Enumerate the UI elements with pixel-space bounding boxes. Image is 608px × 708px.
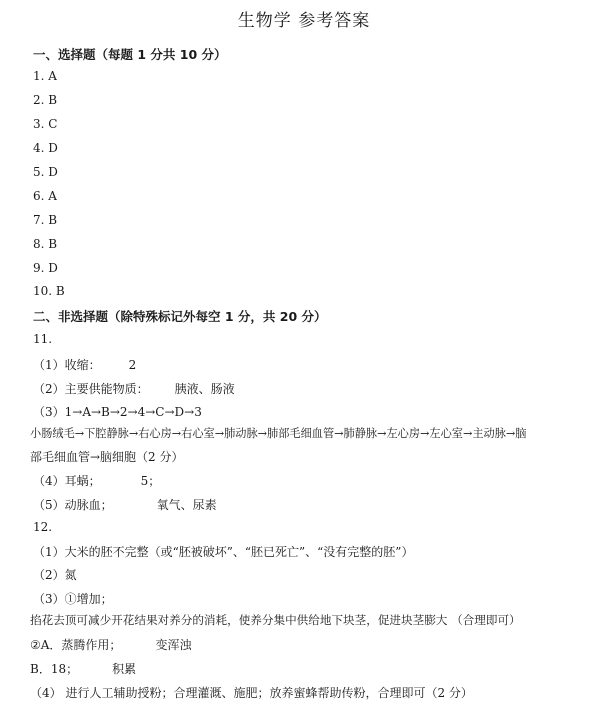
answer-9: 9. D (33, 261, 58, 275)
answer-5: 5. D (33, 165, 58, 179)
q12-part3-a-value: 变浑浊 (155, 638, 192, 652)
q11-part5 (33, 496, 217, 513)
q11-part5-value: 氧气、尿素 (156, 498, 217, 512)
q11-part1-label: （1）收缩： (33, 358, 101, 372)
q12-part3-detail: 掐花去顶可减少开花结果对养分的消耗，使养分集中供给地下块茎，促进块茎膨大 （合理即可） (30, 613, 521, 627)
q11-part4 (33, 472, 160, 489)
page-title: 生物学 参考答案 (237, 11, 371, 31)
q12-number: 12. (33, 520, 53, 534)
q11-path-line1: 小肠绒毛→下腔静脉→右心房→右心室→肺动脉→肺部毛细血管→肺静脉→左心房→左心室→主动脉→脑 (30, 427, 527, 440)
answer-3: 3. C (33, 117, 58, 131)
q12-part3: （3）①增加； (33, 592, 113, 606)
answer-1: 1. A (33, 69, 57, 83)
q11-part1 (33, 356, 136, 373)
q12-part2: （2）氮 (33, 568, 77, 582)
q11-path-line2: 部毛细血管→脑细胞（2 分） (30, 450, 184, 464)
q11-part3: （3）1→A→B→2→4→C→D→3 (33, 405, 202, 419)
q12-part3-b (30, 660, 136, 677)
q11-part4-label: （4）耳蜗； (33, 474, 101, 488)
q11-part1-value: 2 (128, 358, 137, 372)
q12-part3-a-label: ②A．蒸腾作用； (30, 638, 122, 652)
q12-part3-a (30, 636, 191, 653)
q11-number: 11. (33, 332, 53, 346)
q11-part2-value: 胰液、肠液 (174, 382, 235, 396)
answer-2: 2. B (33, 93, 58, 107)
q11-part2 (33, 380, 235, 397)
q11-part5-label: （5）动脉血； (33, 498, 113, 512)
answer-7: 7. B (33, 213, 58, 227)
q11-part2-label: （2）主要供能物质： (33, 382, 149, 396)
answer-10: 10. B (33, 284, 65, 298)
q12-part3-b-value: 积累 (112, 662, 137, 676)
q12-part1: （1）大米的胚不完整（或“胚被破坏”、“胚已死亡”、“没有完整的胚”） (33, 545, 414, 559)
answer-6: 6. A (33, 189, 57, 203)
q12-part3-b-label: B．18； (30, 662, 79, 676)
section1-heading: 一、选择题（每题 1 分共 10 分） (33, 47, 227, 62)
answer-8: 8. B (33, 237, 58, 251)
q12-part4: （4） 进行人工辅助授粉；合理灌溉、施肥；放养蜜蜂帮助传粉，合理即可（2 分） (30, 686, 473, 700)
answer-4: 4. D (33, 141, 58, 155)
q11-part4-value: 5； (140, 474, 161, 488)
section2-heading: 二、非选择题（除特殊标记外每空 1 分，共 20 分） (33, 309, 327, 324)
